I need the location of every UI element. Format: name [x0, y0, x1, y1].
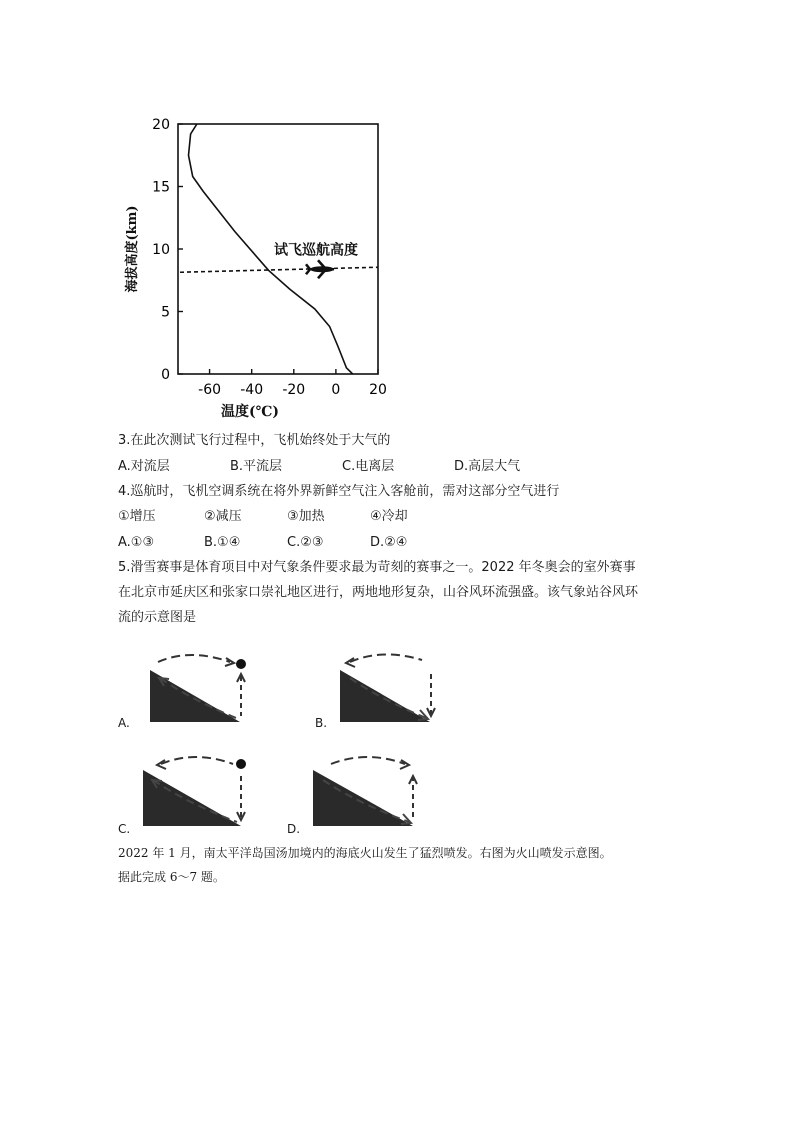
q5-stem-line-2: 在北京市延庆区和张家口崇礼地区进行，两地地形复杂，山谷风环流强盛。该气象站谷风环 [118, 585, 639, 600]
cruise-altitude-line [180, 267, 378, 272]
y-tick-label: 20 [152, 117, 170, 133]
q4-option-c[interactable]: C.②③ [287, 535, 324, 550]
q4-item-2: ②减压 [204, 509, 242, 524]
q3-option-b[interactable]: B.平流层 [230, 459, 283, 474]
q4-option-d[interactable]: D.②④ [370, 535, 408, 550]
option-a-label[interactable]: A. [118, 716, 130, 730]
option-c-label[interactable]: C. [118, 822, 131, 836]
valley-wind-diagram-a[interactable] [140, 650, 255, 725]
passage-line-1: 2022 年 1 月，南太平洋岛国汤加境内的海底火山发生了猛烈喷发。右图为火山喷发示意图。 [118, 846, 612, 860]
q4-option-a[interactable]: A.①③ [118, 535, 155, 550]
q4-item-1: ①增压 [118, 509, 156, 524]
passage-line-2: 据此完成 6～7 题。 [118, 870, 225, 884]
cruise-altitude-label: 试飞巡航高度 [274, 242, 358, 259]
q3-option-a[interactable]: A.对流层 [118, 459, 170, 474]
y-tick-label: 10 [152, 242, 170, 258]
x-tick-label: 20 [369, 382, 387, 398]
option-b-label[interactable]: B. [315, 716, 328, 730]
x-tick-label: 0 [331, 382, 341, 398]
q4-option-b[interactable]: B.①④ [204, 535, 241, 550]
x-tick-label: -20 [282, 382, 306, 398]
x-tick-label: -40 [240, 382, 264, 398]
q3-option-c[interactable]: C.电离层 [342, 459, 395, 474]
valley-wind-diagram-b[interactable] [330, 650, 445, 725]
y-tick-label: 15 [152, 179, 170, 196]
q3-option-d[interactable]: D.高层大气 [454, 459, 521, 474]
valley-wind-diagram-d[interactable] [305, 750, 430, 828]
q5-stem-line-1: 5.滑雪赛事是体育项目中对气象条件要求最为苛刻的赛事之一。2022 年冬奥会的室外赛事 [118, 560, 636, 575]
y-tick-label: 5 [161, 304, 170, 321]
x-tick-label: -60 [198, 382, 222, 398]
q5-stem-line-3: 流的示意图是 [118, 610, 197, 625]
q4-stem: 4.巡航时，飞机空调系统在将外界新鲜空气注入客舱前，需对这部分空气进行 [118, 484, 560, 499]
valley-wind-diagram-c[interactable] [135, 750, 255, 828]
q4-item-4: ④冷却 [370, 509, 408, 524]
x-axis-label: 温度(℃) [220, 404, 280, 420]
temperature-altitude-chart [110, 88, 410, 428]
q3-stem: 3.在此次测试飞行过程中，飞机始终处于大气的 [118, 433, 391, 448]
y-tick-label: 0 [161, 367, 170, 383]
airplane-icon [306, 260, 334, 278]
y-axis-label: 海拔高度(km) [125, 205, 140, 293]
option-d-label[interactable]: D. [287, 822, 301, 836]
q4-item-3: ③加热 [287, 509, 325, 524]
